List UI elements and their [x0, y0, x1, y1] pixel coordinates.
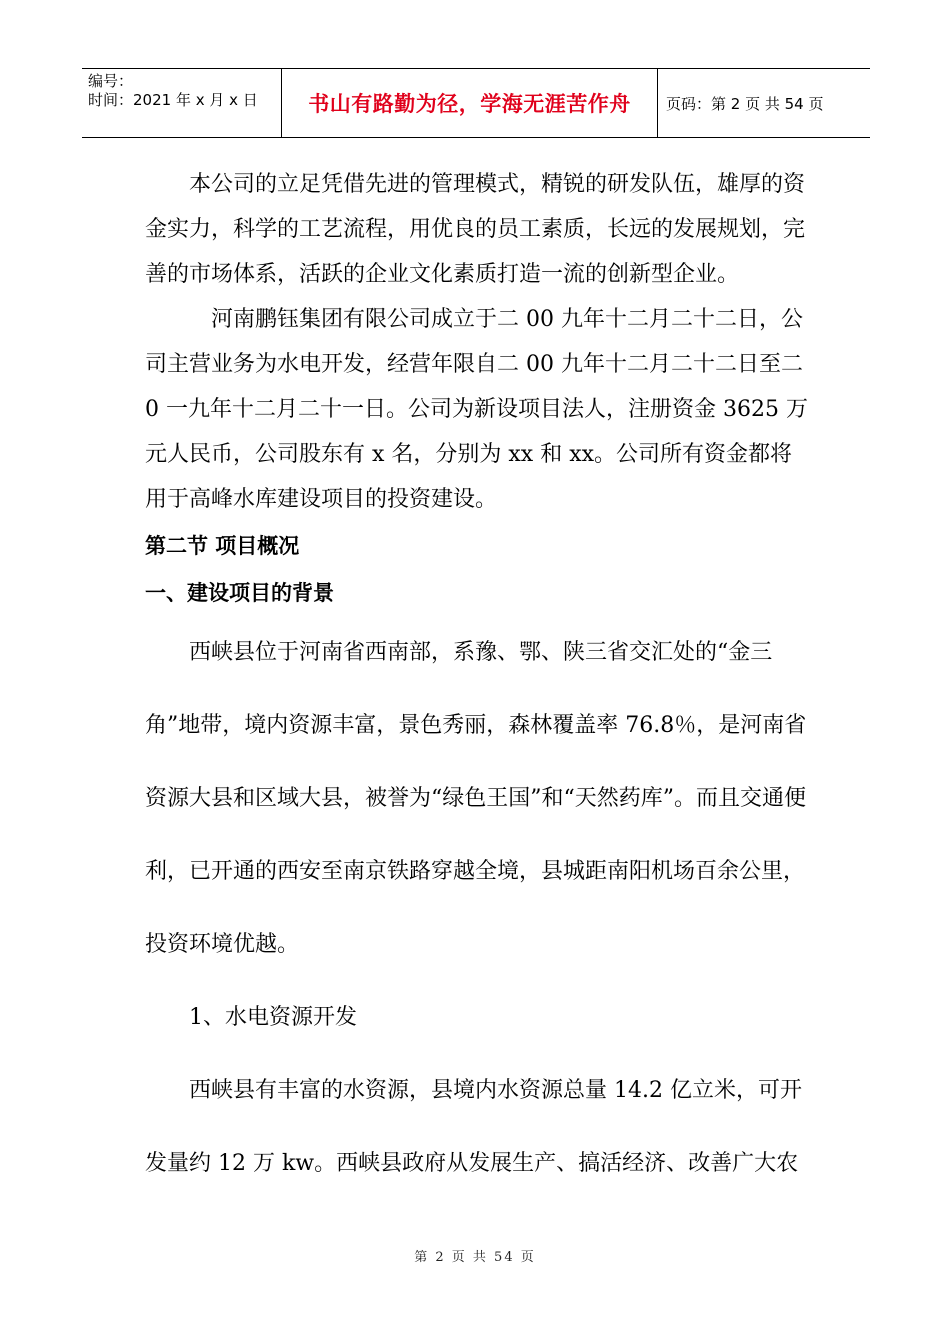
paragraph-county-background: 西峡县位于河南省西南部，系豫、鄂、陕三省交汇处的“金三角”地带，境内资源丰富，景色秀丽，森林覆盖率 76.8％，是河南省资源大县和区域大县，被誉为“绿色王国”和“天然药库”。而且交通便利，已开通的西安至南京铁路穿越全境，县城距南阳机场百余公里，投资环境优越。: [145, 640, 807, 957]
page-footer: 第 2 页 共 54 页: [414, 1250, 536, 1265]
paragraph-water-resources: 西峡县有丰富的水资源，县境内水资源总量 14.2 亿立米，可开发量约 12 万 kw。西峡县政府从发展生产、搞活经济、改善广大农: [145, 1078, 802, 1176]
paragraph-company-strength: 本公司的立足凭借先进的管理模式，精锐的研发队伍，雄厚的资金实力，科学的工艺流程，用优良的员工素质，长远的发展规划，完善的市场体系，活跃的企业文化素质打造一流的创新型企业。: [145, 172, 806, 287]
header-meta: [82, 69, 282, 137]
header-page-cell: [658, 69, 870, 137]
document-date: 时间：2021 年 x 月 x 日: [88, 91, 258, 109]
header-page-number: 页码：第 2 页 共 54 页: [666, 94, 824, 113]
header-motto: 书山有路勤为径，学海无涯苦作舟: [308, 92, 631, 116]
page-header: [82, 68, 870, 138]
section-title: 第二节 项目概况: [145, 534, 300, 558]
paragraph-company-profile: 河南鹏钰集团有限公司成立于二 00 九年十二月二十二日，公司主营业务为水电开发，经营年限自二 00 九年十二月二十二日至二0 一九年十二月二十一日。公司为新设项目法人，注册资金 3625 万元人民币，公司股东有 x 名，分别为 xx 和 xx。公司所有资金都将用于高峰水库建设项目的投资建设。: [145, 307, 808, 512]
header-motto-cell: [282, 69, 658, 137]
document-body: [145, 162, 810, 1200]
document-code-label: 编号：: [88, 72, 134, 90]
subsection-title: 一、建设项目的背景: [145, 581, 334, 605]
item-title-hydropower: 1、水电资源开发: [189, 1005, 357, 1030]
